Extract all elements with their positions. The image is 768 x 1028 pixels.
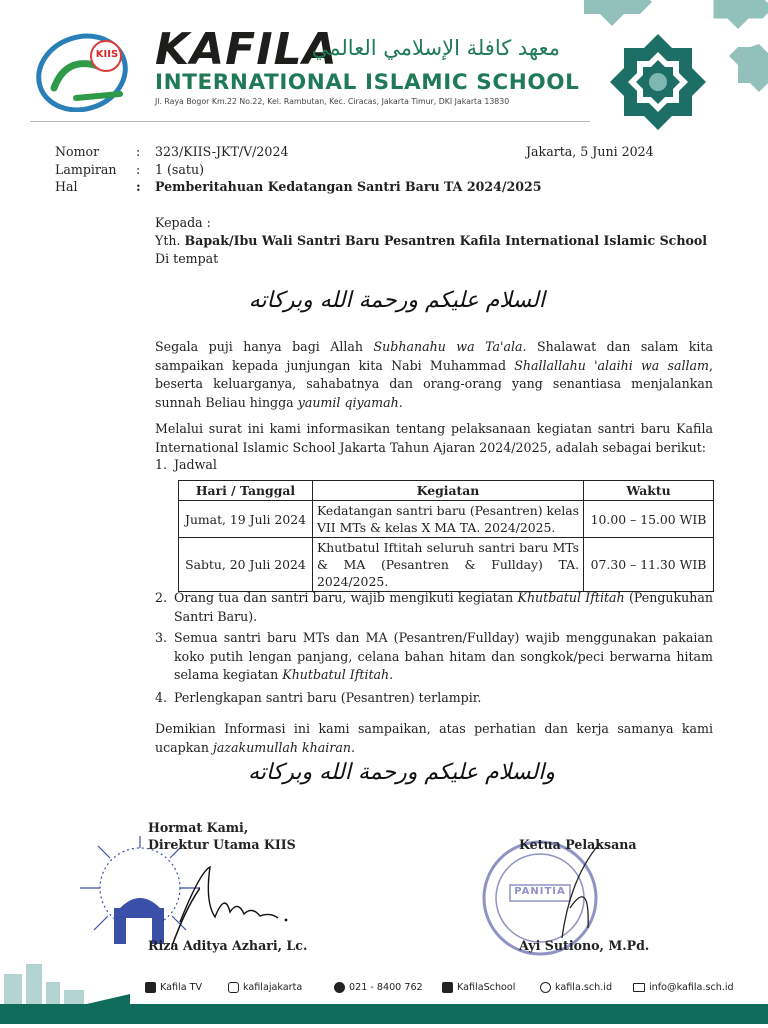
paragraph-opening: Segala puji hanya bagi Allah Subhanahu wa Ta'ala. Shalawat dan salam kita sampaikan kepada junjungan kita Nabi Muhammad Shallallahu 'alaihi wa sallam, beserta keluarganya, sahabatnya dan orang-orang yang senantiasa menjalankan sunnah Beliau hingga yaumil qiyamah. xyxy=(155,339,713,410)
hal-value: Pemberitahuan Kedatangan Santri Baru TA 2024/2025 xyxy=(155,179,542,194)
instagram-icon xyxy=(228,982,239,993)
left-salutation: Hormat Kami, xyxy=(148,820,249,835)
hal-colon: : xyxy=(136,179,141,194)
recipient-place: Di tempat xyxy=(155,251,219,266)
nomor-colon: : xyxy=(136,144,141,159)
header-hari: Hari / Tanggal xyxy=(179,481,313,501)
stamp-label: PANITIA xyxy=(514,886,566,897)
header-waktu: Waktu xyxy=(584,481,714,501)
left-signer-name: Riza Aditya Azhari, Lc. xyxy=(148,938,308,953)
list-item-2: Orang tua dan santri baru, wajib mengikuti kegiatan Khutbatul Iftitah (Pengukuhan Santri Baru). xyxy=(174,590,713,624)
recipient-name: Bapak/Ibu Wali Santri Baru Pesantren Kafila International Islamic School xyxy=(184,233,708,248)
kepada-label: Kepada : xyxy=(155,215,211,230)
nomor-label: Nomor xyxy=(55,144,100,159)
globe-icon xyxy=(540,982,551,993)
list-item-jadwal: Jadwal xyxy=(174,457,217,472)
arabic-school-name: معهد كافلة الإسلامي العالمي xyxy=(311,36,560,60)
footer-bar xyxy=(0,1004,768,1024)
row-day: Jumat, 19 Juli 2024 xyxy=(179,501,313,538)
footer-youtube[interactable]: Kafila TV xyxy=(145,982,202,993)
table-row xyxy=(179,538,714,592)
footer-facebook[interactable]: KafilaSchool xyxy=(442,982,515,993)
arabic-greeting: السلام عليكم ورحمة الله وبركاته xyxy=(248,288,545,313)
letter-date: Jakarta, 5 Juni 2024 xyxy=(526,144,654,159)
header-divider xyxy=(30,121,590,122)
lampiran-colon: : xyxy=(136,161,141,177)
nomor-value: 323/KIIS-JKT/V/2024 xyxy=(155,144,289,159)
list-item-3: Semua santri baru MTs dan MA (Pesantren/Fullday) wajib menggunakan pakaian koko putih lengan panjang, celana bahan hitam dan songkok/peci berwarna hitam selama kegiatan Khutbatul Iftitah. xyxy=(174,630,713,682)
table-row xyxy=(179,501,714,538)
header-kegiatan: Kegiatan xyxy=(312,481,583,501)
footer-website[interactable]: kafila.sch.id xyxy=(540,982,612,993)
closing-paragraph: Demikian Informasi ini kami sampaikan, atas perhatian dan kerja samanya kami ucapkan jazakumullah khairan. xyxy=(155,721,713,755)
row-time: 07.30 – 11.30 WIB xyxy=(584,538,714,592)
mail-icon xyxy=(633,983,645,992)
right-signer-name: Ayi Sutiono, M.Pd. xyxy=(519,938,650,953)
logo-text: KIIS xyxy=(95,49,119,60)
yth-label: Yth. xyxy=(155,233,181,248)
hal-label: Hal xyxy=(55,179,78,194)
list-item-4: Perlengkapan santri baru (Pesantren) terlampir. xyxy=(174,690,482,705)
list-number-3: 3. xyxy=(155,630,168,645)
row-activity: Khutbatul Iftitah seluruh santri baru MTs & MA (Pesantren & Fullday) TA. 2024/2025. xyxy=(312,538,583,592)
list-number-4: 4. xyxy=(155,690,168,705)
table-header-row xyxy=(179,481,714,501)
lampiran-label: Lampiran xyxy=(55,161,117,177)
list-number-2: 2. xyxy=(155,590,168,605)
row-time: 10.00 – 15.00 WIB xyxy=(584,501,714,538)
row-activity: Kedatangan santri baru (Pesantren) kelas VII MTs & kelas X MA TA. 2024/2025. xyxy=(312,501,583,538)
right-position: Ketua Pelaksana xyxy=(519,837,637,852)
list-number-1: 1. xyxy=(155,457,168,472)
footer-email[interactable]: info@kafila.sch.id xyxy=(633,982,734,993)
paragraph-info: Melalui surat ini kami informasikan tentang pelaksanaan kegiatan santri baru Kafila International Islamic School Jakarta Tahun Ajaran 2024/2025, adalah sebagai berikut: xyxy=(155,421,713,455)
recipient-line xyxy=(155,232,707,250)
director-signature xyxy=(170,862,290,932)
phone-icon xyxy=(334,982,345,993)
footer-phone[interactable]: 021 - 8400 762 xyxy=(334,982,423,993)
footer-instagram[interactable]: kafilajakarta xyxy=(228,982,302,993)
school-address: Jl. Raya Bogor Km.22 No.22, Kel. Rambutan, Kec. Ciracas, Jakarta Timur, DKI Jakarta 13830 xyxy=(155,97,510,106)
left-position: Direktur Utama KIIS xyxy=(148,837,296,852)
school-name: KAFILA xyxy=(155,24,338,75)
schedule-table xyxy=(178,480,714,592)
youtube-icon xyxy=(145,982,156,993)
lampiran-value: 1 (satu) xyxy=(155,161,204,177)
header-ornament xyxy=(560,0,768,130)
row-day: Sabtu, 20 Juli 2024 xyxy=(179,538,313,592)
school-logo xyxy=(36,28,132,112)
closing-arabic: والسلام عليكم ورحمة الله وبركاته xyxy=(248,760,555,785)
school-subtitle: INTERNATIONAL ISLAMIC SCHOOL xyxy=(155,70,580,95)
facebook-icon xyxy=(442,982,453,993)
